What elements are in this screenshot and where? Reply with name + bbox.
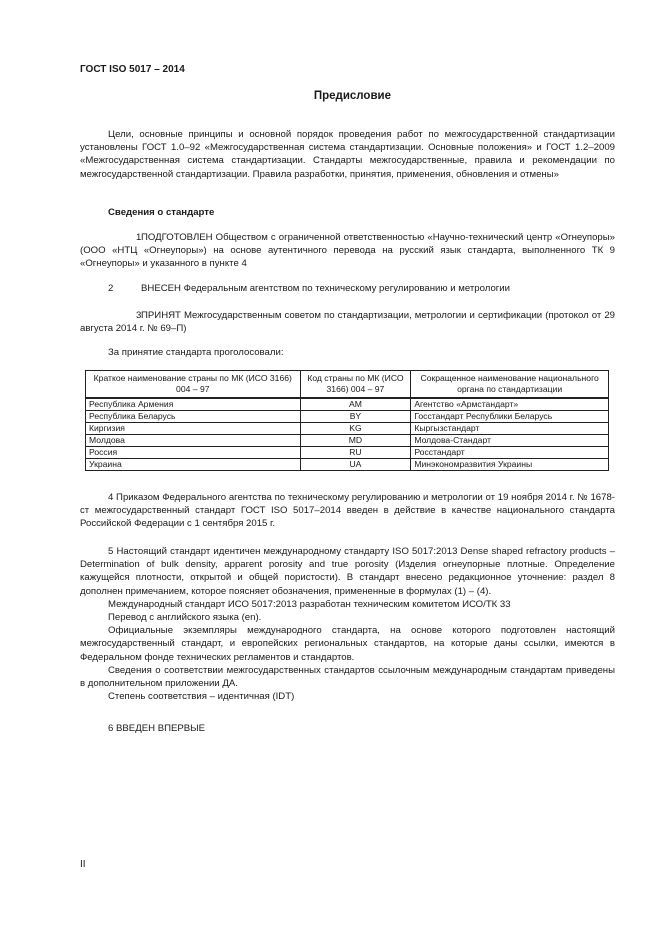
vote-table-header <box>86 371 609 399</box>
country-name: Украина <box>86 459 301 471</box>
standards-body: Госстандарт Республики Беларусь <box>411 411 609 423</box>
standards-body: Росстандарт <box>411 447 609 459</box>
item-1-number: 1 <box>136 232 142 243</box>
page-title <box>0 90 661 102</box>
section-heading: Сведения о стандарте <box>108 207 215 218</box>
country-name: Республика Армения <box>86 398 301 411</box>
page-title-text: Предисловие <box>313 90 391 102</box>
country-code: BY <box>300 411 411 423</box>
page-number: II <box>80 859 86 870</box>
table-row <box>86 459 609 471</box>
country-code: AM <box>300 398 411 411</box>
country-name: Киргизия <box>86 423 301 435</box>
country-code: MD <box>300 435 411 447</box>
standards-body: Молдова-Стандарт <box>411 435 609 447</box>
intro-paragraph: Цели, основные принципы и основной порядок проведения работ по межгосударственной стандартизации установлены ГОСТ 1.0–92 «Межгосударственная система стандартизации. Основные положения» и ГОСТ 1.2–2009 «Межгосударственная система стандартизации. Стандарты межгосударственные, правила и рекомендации по межгосударственной стандартизации. Правила разработки, принятия, применения, обновления и отмены» <box>80 129 615 180</box>
item-5-line-2: Международный стандарт ИСО 5017:2013 разработан техническим комитетом ИСО/ТК 33 <box>108 598 511 610</box>
header-country-code: Код страны по МК (ИСО 3166) 004 – 97 <box>300 371 411 399</box>
item-5-line-3: Перевод с английского языка (en). <box>108 612 262 624</box>
header-country-name: Краткое наименование страны по МК (ИСО 3166) 004 – 97 <box>86 371 301 399</box>
table-row <box>86 398 609 411</box>
item-2-text: ВНЕСЕН Федеральным агентством по техническому регулированию и метрологии <box>141 283 511 294</box>
document-id: ГОСТ ISO 5017 – 2014 <box>80 64 185 75</box>
country-name: Молдова <box>86 435 301 447</box>
standards-body: Кыргызстандарт <box>411 423 609 435</box>
standards-body: Агентство «Армстандарт» <box>411 398 609 411</box>
item-5-text: 5 Настоящий стандарт идентичен международному стандарту ISO 5017:2013 Dense shaped refractory products – Determination of bulk density, apparent porosity and true porosity (Изделия огнеупорные плотные. Определение кажущейся плотности, открытой и общей пористости). В стандарт внесено редакционное уточнение: раздел 8 дополнен примечанием, которое поясняет обозначения, примененные в формулах (1) – (4). <box>80 546 615 597</box>
item-6: 6 ВВЕДЕН ВПЕРВЫЕ <box>108 723 206 734</box>
item-2-number: 2 <box>108 283 114 294</box>
country-code: RU <box>300 447 411 459</box>
table-row <box>86 447 609 459</box>
table-row <box>86 411 609 423</box>
item-5-line-6: Степень соответствия – идентичная (IDT) <box>108 691 295 703</box>
item-5-line-4: Официальные экземпляры международного стандарта, на основе которого подготовлен настоящий межгосударственный стандарт, и европейских региональных стандартов, на которые даны ссылки, имеются в Федеральном фонде технических регламентов и стандартов. <box>80 625 615 663</box>
item-5-line-5: Сведения о соответствии межгосударственных стандартов ссылочным международным стандартам приведены в дополнительном приложении ДА. <box>80 664 615 690</box>
header-standards-body: Сокращенное наименование национального органа по стандартизации <box>411 371 609 399</box>
country-name: Республика Беларусь <box>86 411 301 423</box>
item-3-number: 3 <box>136 310 142 321</box>
item-1 <box>80 231 615 271</box>
table-row <box>86 435 609 447</box>
item-4: 4 Приказом Федерального агентства по техническому регулированию и метрологии от 19 ноября 2014 г. № 1678-ст межгосударственный стандарт ГОСТ ISO 5017–2014 введен в действие в качестве национального стандарта Российской Федерации с 1 сентября 2015 г. <box>80 492 615 530</box>
vote-intro: За принятие стандарта проголосовали: <box>108 347 284 358</box>
item-3-text: ПРИНЯТ Межгосударственным советом по стандартизации, метрологии и сертификации (протокол от 29 августа 2014 г. № 69–П) <box>80 310 615 335</box>
table-row <box>86 423 609 435</box>
country-name: Россия <box>86 447 301 459</box>
vote-table <box>85 370 609 471</box>
item-5 <box>80 545 615 703</box>
item-3 <box>80 309 615 335</box>
item-2 <box>108 283 510 294</box>
item-1-text: ПОДГОТОВЛЕН Обществом с ограниченной ответственностью «Научно-технический центр «Огнеупоры» (ООО «НТЦ «Огнеупоры») на основе аутентичного перевода на русский язык стандарта, выполненного ТК 9 «Огнеупоры» и указанного в пункте 4 <box>80 232 615 270</box>
country-code: UA <box>300 459 411 471</box>
standards-body: Минэкономразвития Украины <box>411 459 609 471</box>
country-code: KG <box>300 423 411 435</box>
